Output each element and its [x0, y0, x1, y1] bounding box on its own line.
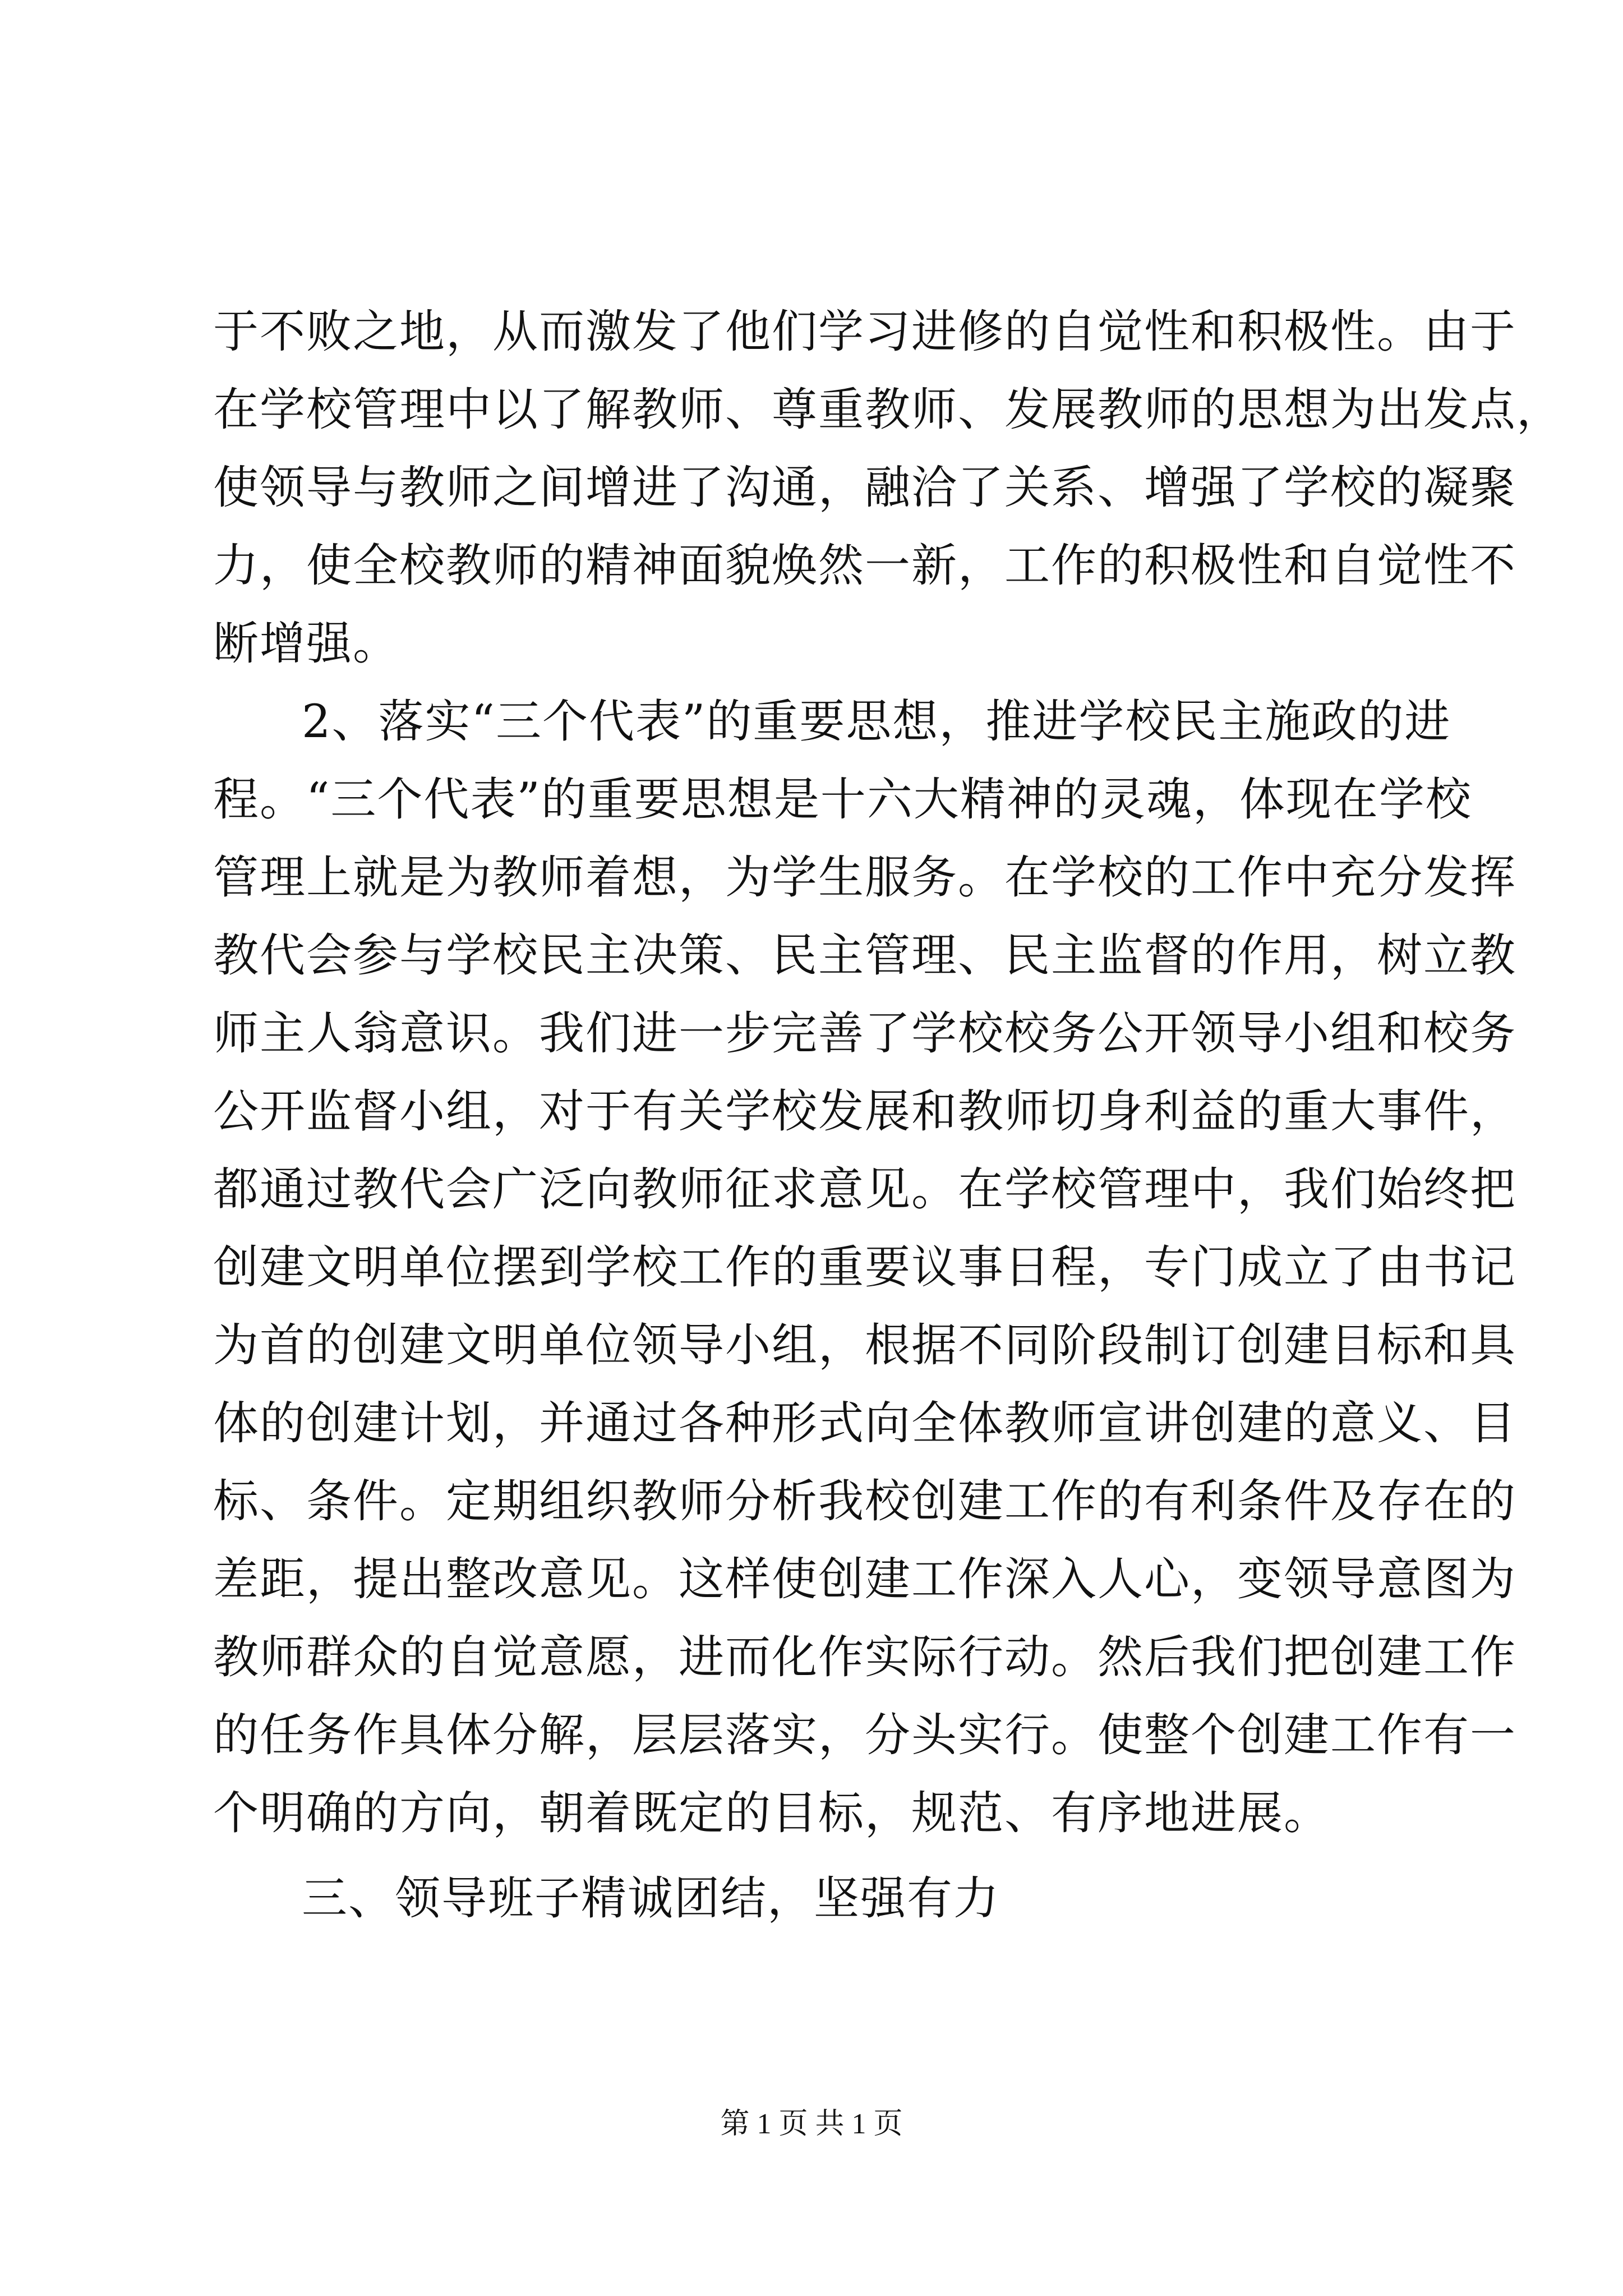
body-line-5: 断增强。 — [213, 618, 400, 670]
body-line-12: 都通过教代会广泛向教师征求意见。在学校管理中，我们始终把 — [213, 1163, 1517, 1216]
paragraph-2-first-line: 2、落实“三个代表”的重要思想，推进学校民主施政的进 — [302, 696, 1451, 748]
body-line-16: 标、条件。定期组织教师分析我校创建工作的有利条件及存在的 — [213, 1475, 1517, 1528]
body-line-9: 教代会参与学校民主决策、民主管理、民主监督的作用，树立教 — [213, 930, 1517, 982]
body-line-7: 程。“三个代表”的重要思想是十六大精神的灵魂，体现在学校 — [213, 774, 1472, 826]
body-line-15: 体的创建计划，并通过各种形式向全体教师宣讲创建的意义、目 — [213, 1397, 1517, 1450]
body-line-2: 在学校管理中以了解教师、尊重教师、发展教师的思想为出发点， — [213, 384, 1564, 436]
body-line-18: 教师群众的自觉意愿，进而化作实际行动。然后我们把创建工作 — [213, 1631, 1517, 1684]
body-line-13: 创建文明单位摆到学校工作的重要议事日程，专门成立了由书记 — [213, 1241, 1517, 1294]
body-line-19: 的任务作具体分解，层层落实，分头实行。使整个创建工作有一 — [213, 1709, 1517, 1762]
page-footer: 第 1 页 共 1 页 — [720, 2108, 903, 2140]
body-line-14: 为首的创建文明单位领导小组，根据不同阶段制订创建目标和具 — [213, 1319, 1517, 1372]
body-line-4: 力，使全校教师的精神面貌焕然一新，工作的积极性和自觉性不 — [213, 540, 1517, 592]
body-line-11: 公开监督小组，对于有关学校发展和教师切身利益的重大事件， — [213, 1085, 1517, 1138]
body-line-3: 使领导与教师之间增进了沟通，融洽了关系、增强了学校的凝聚 — [213, 462, 1517, 514]
body-line-17: 差距，提出整改意见。这样使创建工作深入人心，变领导意图为 — [213, 1553, 1517, 1606]
body-line-1: 于不败之地，从而激发了他们学习进修的自觉性和积极性。由于 — [213, 306, 1517, 358]
body-line-10: 师主人翁意识。我们进一步完善了学校校务公开领导小组和校务 — [213, 1007, 1517, 1060]
body-line-8: 管理上就是为教师着想，为学生服务。在学校的工作中充分发挥 — [213, 852, 1517, 904]
section-heading: 三、领导班子精诚团结，坚强有力 — [302, 1872, 1000, 1925]
body-line-20: 个明确的方向，朝着既定的目标，规范、有序地进展。 — [213, 1787, 1331, 1840]
